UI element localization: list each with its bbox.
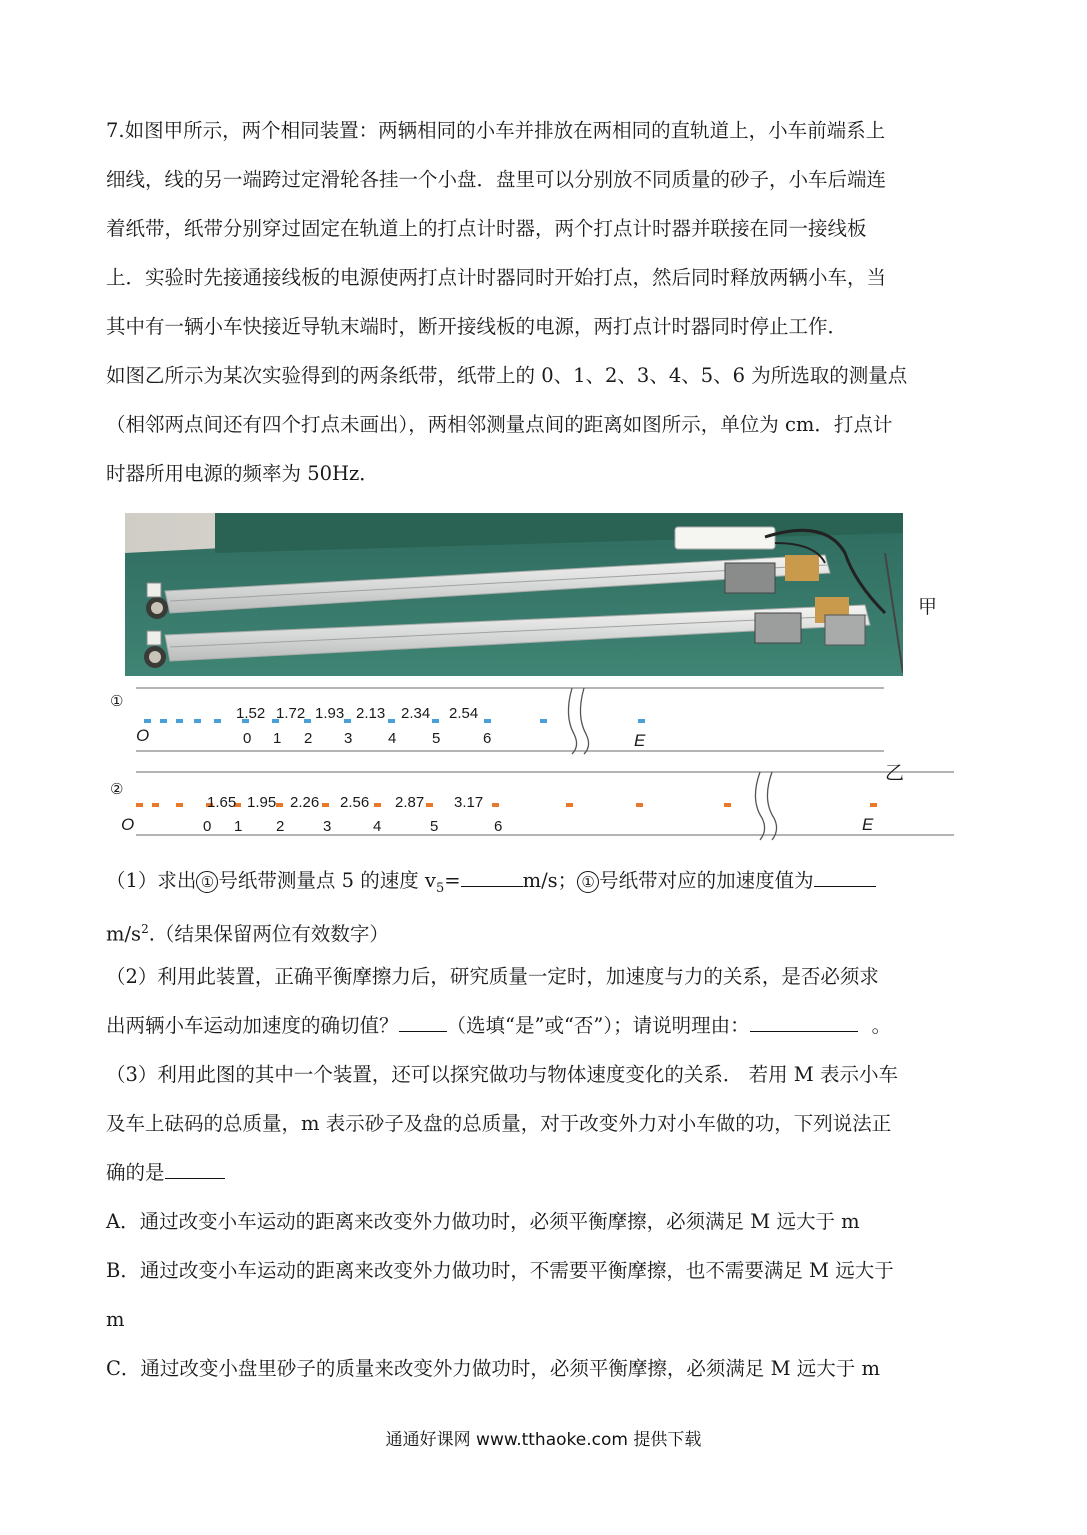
- question-line-7: （相邻两点间还有四个打点未画出），两相邻测量点间的距离如图所示，单位为 cm．打点计: [106, 413, 893, 436]
- label-jia: 甲: [918, 596, 938, 618]
- answer-blank-reason[interactable]: [750, 1013, 858, 1032]
- question-line-1: 7.如图甲所示，两个相同装置：两辆相同的小车并排放在两相同的直轨道上，小车前端系上: [106, 119, 886, 142]
- tape2-dist-5: 2.87: [395, 794, 425, 811]
- q2-line-2: [106, 1001, 982, 1050]
- tape2-pt-5: 5: [430, 818, 439, 835]
- question-line-2: 细线，线的另一端跨过定滑轮各挂一个小盘．盘里可以分别放不同质量的砂子，小车后端连: [106, 168, 887, 191]
- tape1-pt-1: 1: [273, 730, 282, 747]
- q2-text-a: 出两辆小车运动加速度的确切值？: [106, 1014, 399, 1037]
- apparatus-photo: [125, 513, 903, 676]
- tape1-pt-5: 5: [432, 730, 441, 747]
- q2-line-1: （2）利用此装置，正确平衡摩擦力后，研究质量一定时，加速度与力的关系，是否必须求: [106, 965, 879, 988]
- q3-text: 确的是: [106, 1161, 165, 1184]
- tape1-pt-4: 4: [388, 730, 397, 747]
- tape1-pt-0: 0: [243, 730, 252, 747]
- tape2-dist-1: 1.65: [207, 794, 237, 811]
- question-line-8: 时器所用电源的频率为 50Hz．: [106, 462, 379, 485]
- q1-text-a: （1）求出: [106, 869, 197, 892]
- tape2-dist-6: 3.17: [454, 794, 484, 811]
- q1-unit: m/s；: [522, 869, 578, 892]
- tape2-pt-0: 0: [203, 818, 212, 835]
- tape1-dist-2: 1.72: [276, 705, 306, 722]
- q1-unit-2: m/s: [106, 922, 142, 946]
- tape2-end: E: [862, 815, 874, 834]
- tape2-pt-6: 6: [494, 818, 503, 835]
- footer-credit: 通通好课网 www.tthaoke.com 提供下载: [385, 1430, 702, 1450]
- tape1-dist-5: 2.34: [401, 705, 431, 722]
- tape1-dist-6: 2.54: [449, 705, 479, 722]
- tape1-end: E: [634, 731, 646, 750]
- tape2-pt-2: 2: [276, 818, 285, 835]
- tape1-dist-4: 2.13: [356, 705, 386, 722]
- tape1-dist-3: 1.93: [315, 705, 345, 722]
- tape2-start: O: [121, 815, 135, 834]
- q1-circle-2: ①: [577, 871, 599, 893]
- tape2-pt-4: 4: [373, 818, 382, 835]
- answer-blank-accel[interactable]: [814, 868, 876, 887]
- option-b-line-2: m: [106, 1308, 125, 1331]
- tape1-marker: ①: [110, 693, 124, 710]
- tape2-pt-1: 1: [234, 818, 243, 835]
- answer-blank-yesno[interactable]: [399, 1013, 447, 1032]
- q3-line-3: [106, 1148, 982, 1197]
- answer-blank-choice[interactable]: [165, 1160, 225, 1179]
- q3-line-2: 及车上砝码的总质量，m 表示砂子及盘的总质量，对于改变外力对小车做的功，下列说法正: [106, 1112, 892, 1135]
- tape2-dist-2: 1.95: [247, 794, 277, 811]
- q1-note: .（结果保留两位有效数字）: [148, 922, 389, 946]
- question-line-5: 其中有一辆小车快接近导轨末端时，断开接线板的电源，两打点计时器同时停止工作．: [106, 315, 848, 338]
- tape2-dist-4: 2.56: [340, 794, 370, 811]
- tape1-start: O: [136, 726, 150, 745]
- option-c: C．通过改变小盘里砂子的质量来改变外力做功时，必须平衡摩擦，必须满足 M 远大于 m: [106, 1357, 880, 1380]
- q1-line-2: [106, 905, 982, 959]
- label-yi: 乙: [885, 762, 905, 784]
- tape1-dist-1: 1.52: [236, 705, 266, 722]
- q1-circle-1: ①: [196, 871, 218, 893]
- tape2-marker: ②: [110, 781, 124, 798]
- tape1-pt-3: 3: [344, 730, 353, 747]
- tape2-dist-3: 2.26: [290, 794, 320, 811]
- question-line-6: 如图乙所示为某次实验得到的两条纸带，纸带上的 0、1、2、3、4、5、6 为所选取的测量点: [106, 364, 908, 387]
- q1-sub: 5: [435, 880, 445, 896]
- question-line-4: 上．实验时先接通接线板的电源使两打点计时器同时开始打点，然后同时释放两辆小车，当: [106, 266, 887, 289]
- q2-text-b: （选填“是”或“否”）；请说明理由：: [446, 1014, 750, 1037]
- option-b-line-1: B．通过改变小车运动的距离来改变外力做功时，不需要平衡摩擦，也不需要满足 M 远大于: [106, 1259, 894, 1282]
- q1-sup: 2: [141, 922, 149, 936]
- answer-blank-v5[interactable]: [461, 868, 523, 887]
- q3-line-1: （3）利用此图的其中一个装置，还可以探究做功与物体速度变化的关系． 若用 M 表示小车: [106, 1063, 898, 1086]
- tape1-pt-2: 2: [304, 730, 313, 747]
- tape1-pt-6: 6: [483, 730, 492, 747]
- question-line-3: 着纸带，纸带分别穿过固定在轨道上的打点计时器，两个打点计时器并联接在同一接线板: [106, 217, 867, 240]
- q1-eq: =: [444, 869, 461, 892]
- option-a: A．通过改变小车运动的距离来改变外力做功时，必须平衡摩擦，必须满足 M 远大于 m: [106, 1210, 860, 1233]
- q1-text-e: 号纸带对应的加速度值为: [599, 869, 814, 892]
- tape2-pt-3: 3: [323, 818, 332, 835]
- q1-text-b: 号纸带测量点 5 的速度 v: [218, 869, 436, 892]
- q2-period: 。: [871, 1014, 892, 1037]
